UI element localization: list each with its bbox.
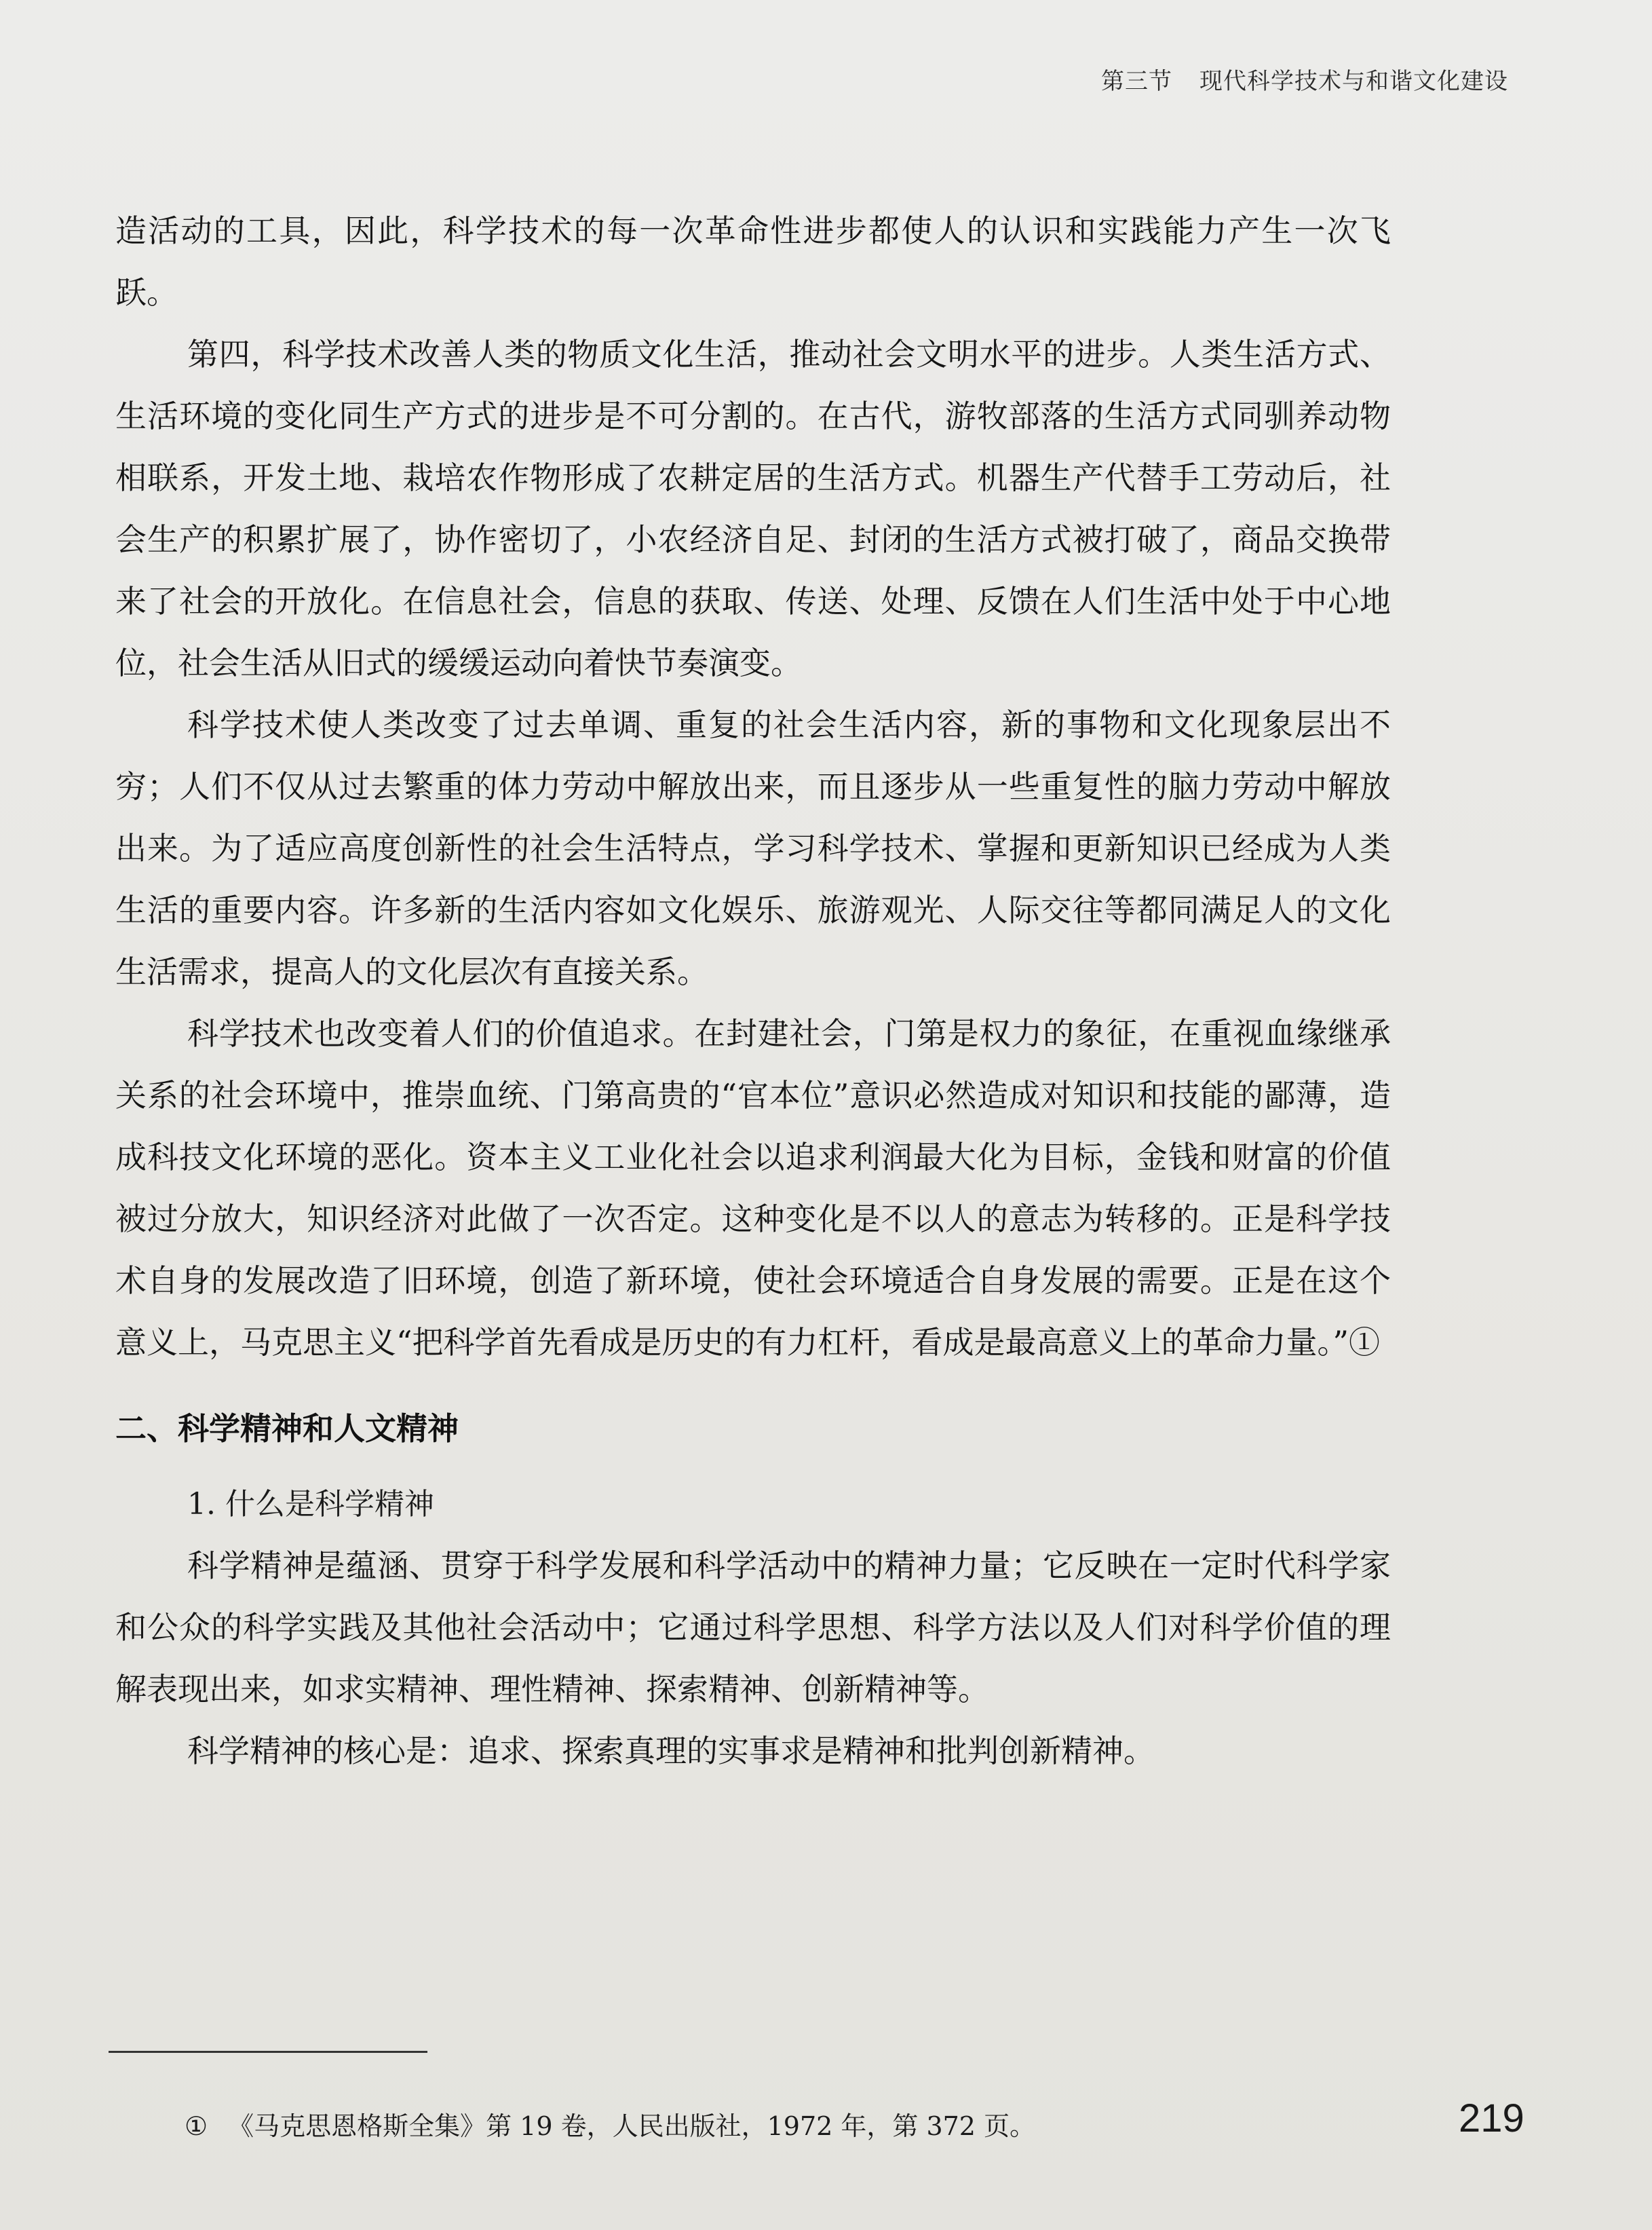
footnote <box>185 2105 1035 2142</box>
running-header <box>1101 62 1508 96</box>
body-text <box>115 200 1391 1782</box>
paragraph-1: 造活动的工具，因此，科学技术的每一次革命性进步都使人的认识和实践能力产生一次飞跃。 <box>115 212 1391 311</box>
paragraph-5: 科学精神是蕴涵、贯穿于科学发展和科学活动中的精神力量；它反映在一定时代科学家和公众的科学实践及其他社会活动中；它通过科学思想、科学方法以及人们对科学价值的理解表现出来，如求实精神、理性精神、探索精神、创新精神等。 <box>115 1547 1391 1707</box>
footnote-text: 《马克思恩格斯全集》第 19 卷，人民出版社，1972 年，第 372 页。 <box>228 2111 1036 2141</box>
header-section-title: 现代科学技术与和谐文化建设 <box>1199 68 1508 95</box>
paragraph-6: 科学精神的核心是：追求、探索真理的实事求是精神和批判创新精神。 <box>187 1733 1155 1769</box>
header-section-label: 第三节 <box>1101 68 1172 95</box>
section-heading: 二、科学精神和人文精神 <box>115 1410 459 1447</box>
paragraph-3: 科学技术使人类改变了过去单调、重复的社会生活内容，新的事物和文化现象层出不穷；人们不仅从过去繁重的体力劳动中解放出来，而且逐步从一些重复性的脑力劳动中解放出来。为了适应高度创新性的社会生活特点，学习科学技术、掌握和更新知识已经成为人类生活的重要内容。许多新的生活内容如文化娱乐、旅游观光、人际交往等都同满足人的文化生活需求，提高人的文化层次有直接关系。 <box>115 706 1391 990</box>
subsection-heading: 1. 什么是科学精神 <box>187 1487 434 1522</box>
footnote-divider <box>109 2051 427 2053</box>
footnote-mark: ① <box>185 2111 208 2141</box>
paragraph-2: 第四，科学技术改善人类的物质文化生活，推动社会文明水平的进步。人类生活方式、生活环境的变化同生产方式的进步是不可分割的。在古代，游牧部落的生活方式同驯养动物相联系，开发土地、栽培农作物形成了农耕定居的生活方式。机器生产代替手工劳动后，社会生产的积累扩展了，协作密切了，小农经济自足、封闭的生活方式被打破了，商品交换带来了社会的开放化。在信息社会，信息的获取、传送、处理、反馈在人们生活中处于中心地位，社会生活从旧式的缓缓运动向着快节奏演变。 <box>115 336 1391 681</box>
paragraph-4: 科学技术也改变着人们的价值追求。在封建社会，门第是权力的象征，在重视血缘继承关系的社会环境中，推崇血统、门第高贵的“官本位”意识必然造成对知识和技能的鄙薄，造成科技文化环境的恶化。资本主义工业化社会以追求利润最大化为目标，金钱和财富的价值被过分放大，知识经济对此做了一次否定。这种变化是不以人的意志为转移的。正是科学技术自身的发展改造了旧环境，创造了新环境，使社会环境适合自身发展的需要。正是在这个意义上，马克思主义“把科学首先看成是历史的有力杠杆，看成是最高意义上的革命力量。”① <box>115 1015 1391 1361</box>
page-number: 219 <box>1459 2096 1524 2140</box>
